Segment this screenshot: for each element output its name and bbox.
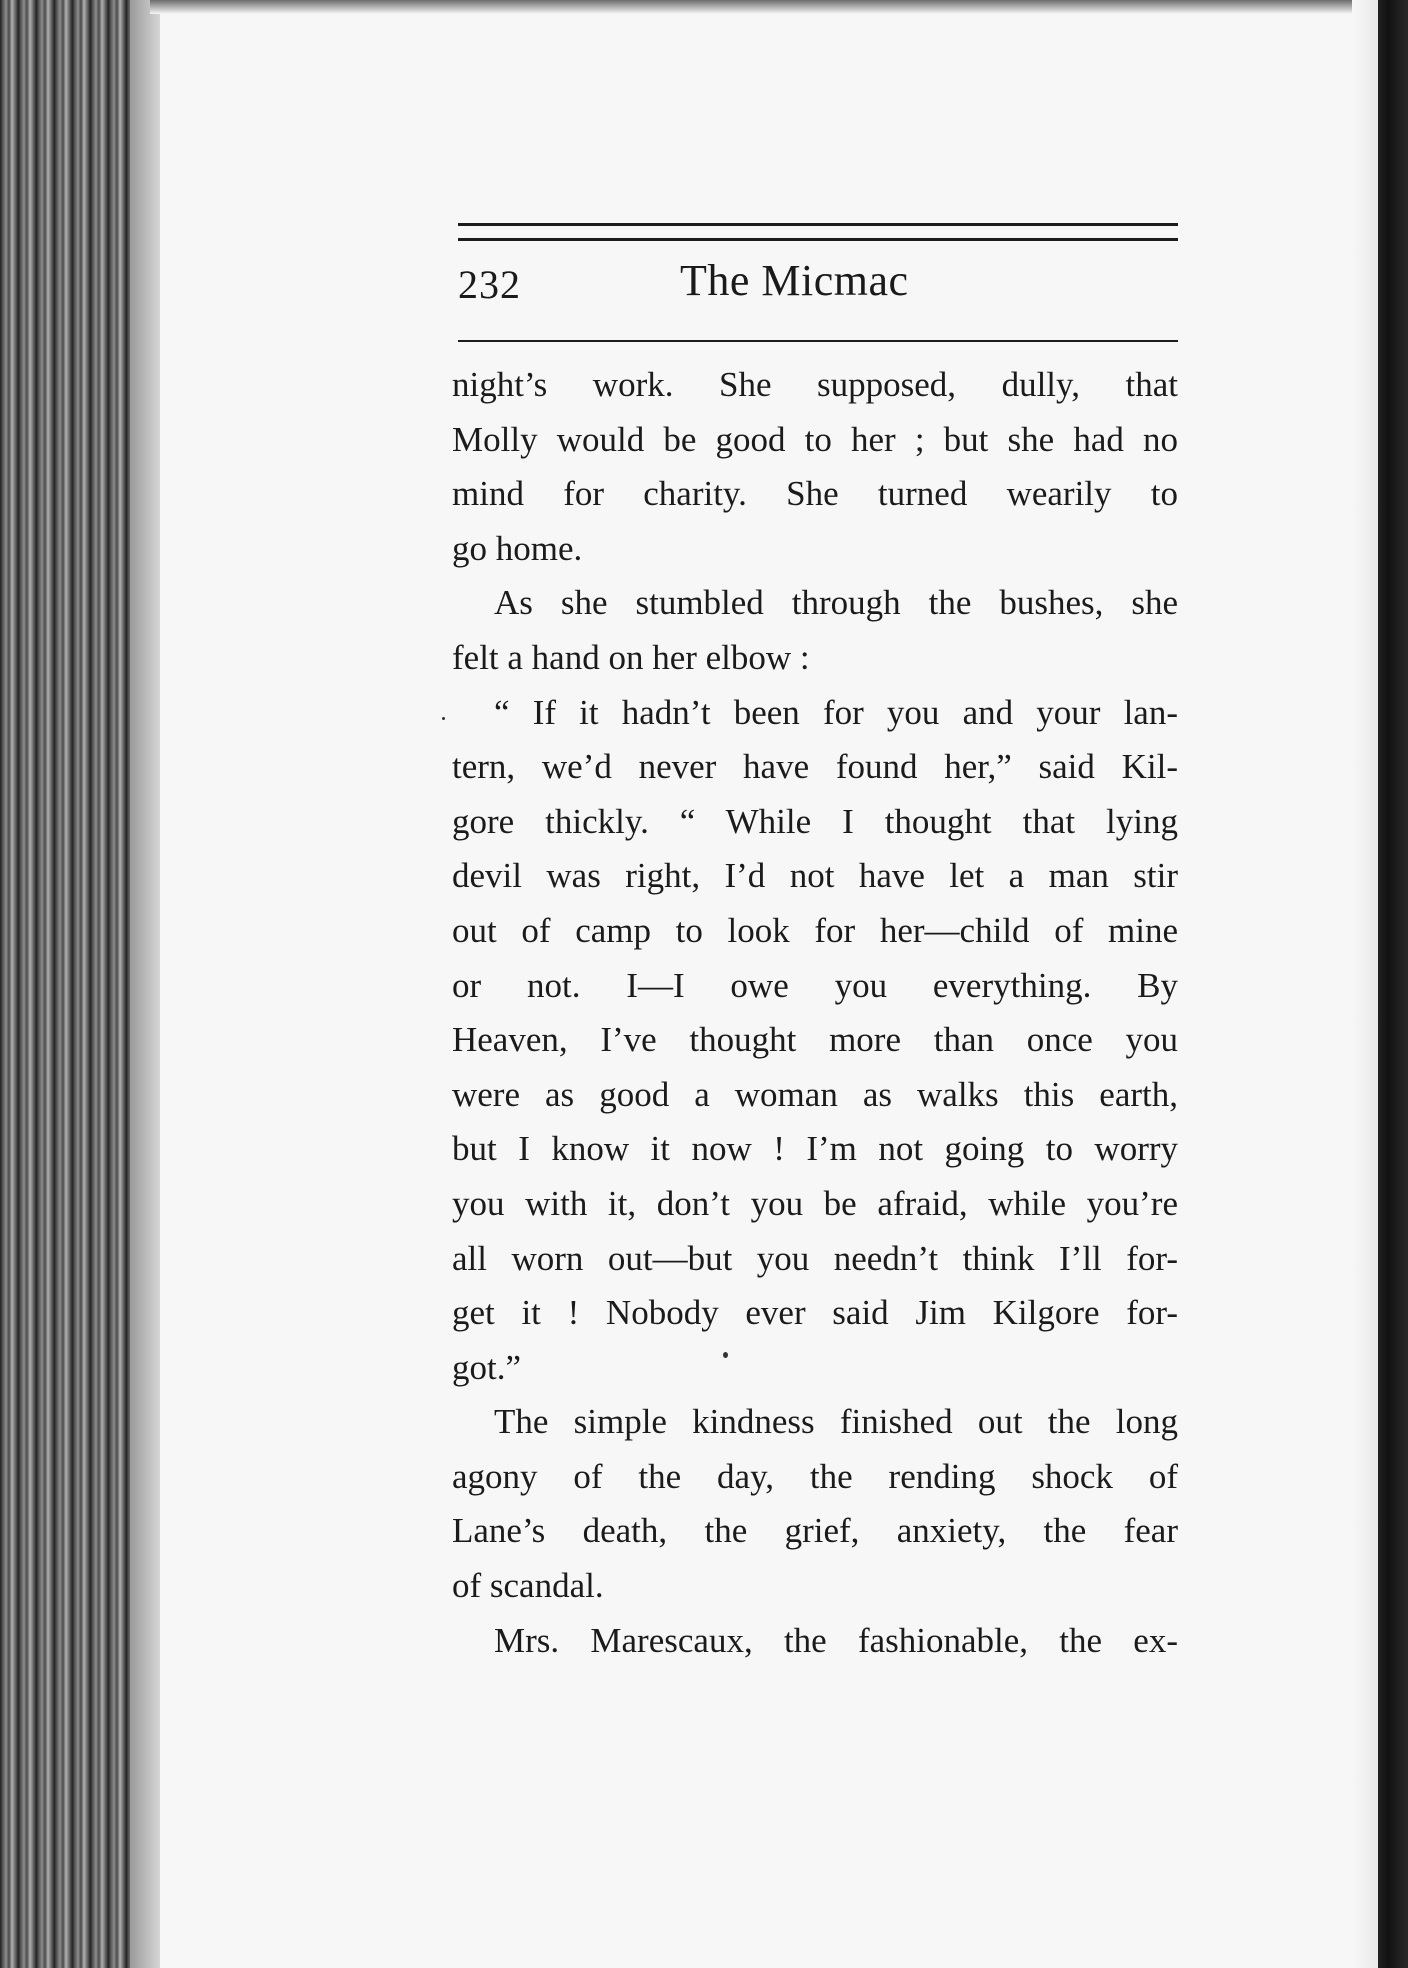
text-line: got.” — [452, 1347, 522, 1387]
text-line: Mrs. Marescaux, the fashionable, the ex- — [494, 1620, 1178, 1660]
text-line: agony of the day, the rending shock of — [452, 1456, 1178, 1496]
text-line: “ If it hadn’t been for you and your lan- — [494, 692, 1178, 732]
text-line: As she stumbled through the bushes, she — [494, 583, 1178, 623]
text-line: gore thickly. “ While I thought that lying — [452, 801, 1178, 841]
text-line: Lane’s death, the grief, anxiety, the fear — [452, 1511, 1178, 1551]
text-line: night’s work. She supposed, dully, that — [452, 365, 1178, 404]
text-line: you with it, don’t you be afraid, while you’re — [452, 1183, 1178, 1223]
text-line: The simple kindness finished out the long — [494, 1402, 1178, 1442]
book-fore-edge — [0, 0, 160, 1968]
text-line: Heaven, I’ve thought more than once you — [452, 1020, 1178, 1060]
text-line: devil was right, I’d not have let a man stir — [452, 856, 1178, 896]
scan-speck — [723, 1352, 728, 1358]
text-line: felt a hand on her elbow : — [452, 637, 810, 677]
text-line: mind for charity. She turned wearily to — [452, 474, 1178, 514]
running-head — [458, 255, 1178, 325]
text-line: out of camp to look for her—child of mine — [452, 910, 1178, 950]
text-line: or not. I—I owe you everything. By — [452, 965, 1178, 1005]
text-line: go home. — [452, 528, 583, 568]
body-text — [452, 358, 1178, 1668]
page-gutter-right — [1352, 0, 1378, 1968]
adjacent-page-edge — [1378, 0, 1408, 1968]
text-line: but I know it now ! I’m not going to worry — [452, 1129, 1178, 1169]
text-line: were as good a woman as walks this earth, — [452, 1074, 1178, 1114]
header-rule-bottom — [458, 340, 1178, 342]
text-line: tern, we’d never have found her,” said Kil- — [452, 747, 1178, 787]
header-rule-top — [458, 223, 1178, 226]
header-rule-top-inner — [458, 238, 1178, 241]
running-title: The Micmac — [680, 256, 909, 305]
page-number: 232 — [458, 262, 521, 307]
top-shadow — [150, 0, 1408, 14]
scan-speck — [442, 717, 445, 720]
text-line: get it ! Nobody ever said Jim Kilgore for- — [452, 1293, 1178, 1333]
text-line: Molly would be good to her ; but she had no — [452, 419, 1178, 459]
text-line: of scandal. — [452, 1566, 604, 1606]
text-line: all worn out—but you needn’t think I’ll for- — [452, 1238, 1178, 1278]
